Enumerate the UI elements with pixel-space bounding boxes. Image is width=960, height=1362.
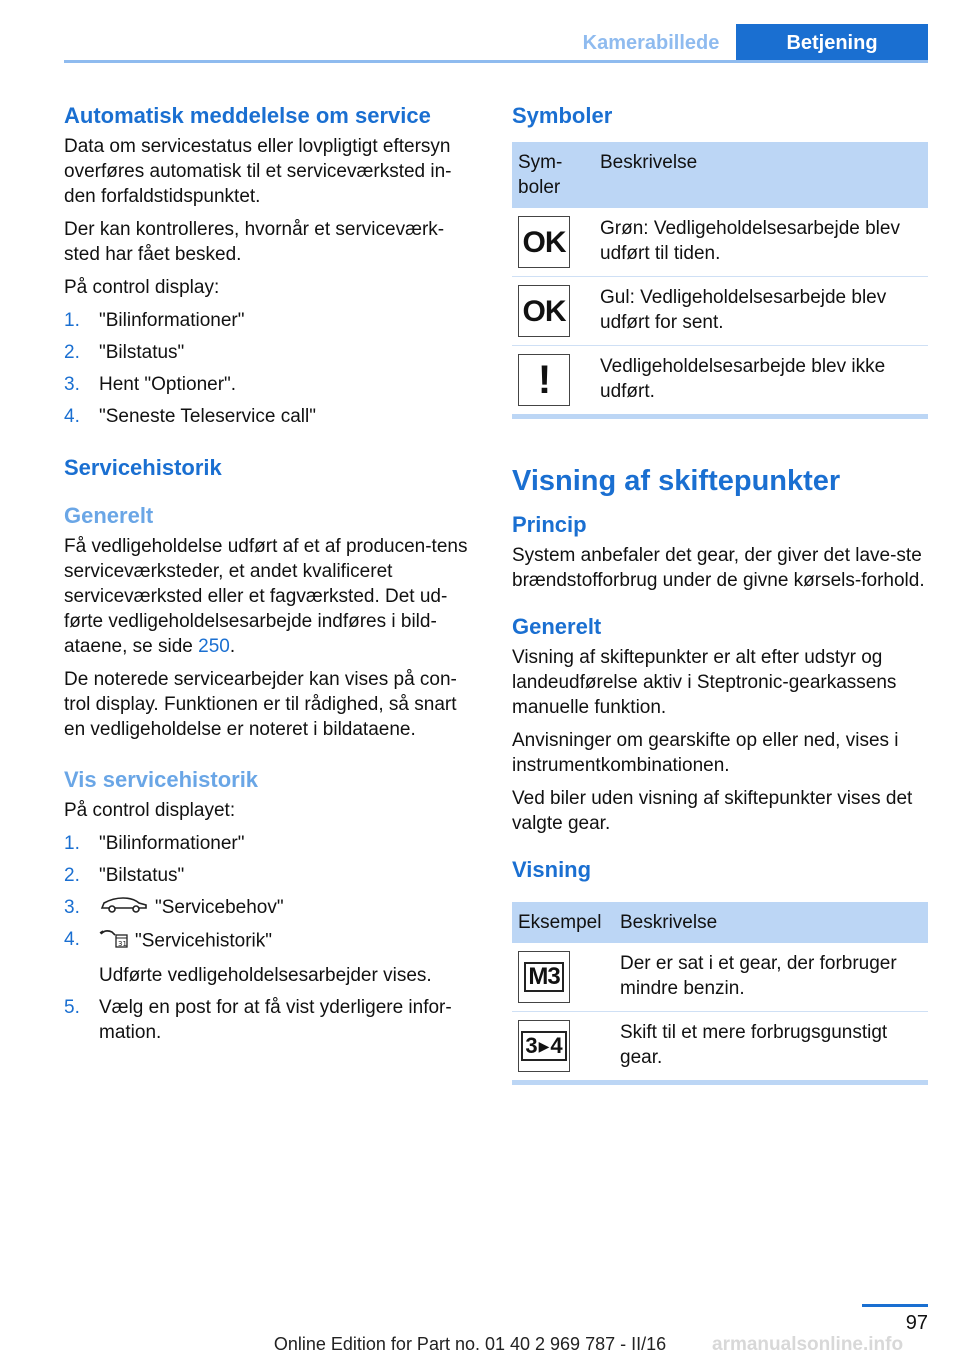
gear-m3-icon: M3	[518, 951, 570, 1003]
exclamation-icon: !	[518, 354, 570, 406]
general-text-2: Anvisninger om gearskifte op eller ned, vises i instrumentkombinationen.	[512, 730, 899, 776]
service-history-icon	[99, 927, 129, 956]
general-subheading: Generelt	[64, 503, 154, 528]
list-item: 1. "Bilinformationer"	[64, 310, 245, 331]
list-item: 1. "Bilinformationer"	[64, 833, 245, 854]
symbols-table	[512, 142, 928, 414]
table-header-cell: Eksempel	[512, 902, 614, 943]
general-text-2: De noterede servicearbejder kan vises på con-trol display. Funktionen er til rådighed, så snart en vedligeholdelse er noteret i bildataene.	[64, 669, 457, 740]
footer-rule	[862, 1304, 928, 1307]
principle-text: System anbefaler det gear, der giver det lave-ste brændstofforbrug under de givne kørsels-forhold.	[512, 545, 925, 591]
table-header-row	[512, 142, 928, 208]
list-item: 4. 31 "Servicehistorik" Udførte vedligeholdelsesarbejder vises.	[64, 927, 480, 988]
ok-green-icon: OK	[518, 216, 570, 268]
shift-up-icon: 3 ▶ 4	[518, 1020, 570, 1072]
general-text-1: Få vedligeholdelse udført af et af producen-tens serviceværksteder, et andet kvalificeret serviceværksted eller et fagværksted. Det ud-førte vedligeholdelsesarbejde indføres i bild-ataene, se side 250.	[64, 536, 468, 657]
edition-note: Online Edition for Part no. 01 40 2 969 787 - II/16	[273, 1334, 667, 1354]
table-cell: Gul: Vedligeholdelsesarbejde blev udført for sent.	[594, 277, 928, 346]
show-history-subheading: Vis servicehistorik	[64, 767, 259, 792]
header-chapter-tab: Betjening	[736, 24, 928, 63]
table-row	[512, 346, 928, 415]
list-item: 3. Hent "Optioner".	[64, 374, 237, 395]
right-column	[512, 98, 928, 1085]
principle-heading: Princip	[512, 512, 587, 537]
table-end-rule	[512, 1080, 928, 1085]
auto-service-text-1: Data om servicestatus eller lovpligtigt eftersyn overføres automatisk til et serviceværksted in-den forfaldstidspunktet.	[64, 136, 452, 207]
general-text-1: Visning af skiftepunkter er alt efter udstyr og landeudførelse aktiv i Steptronic-gearkassens manuelle funktion.	[512, 647, 897, 718]
page-link[interactable]: 250	[198, 636, 230, 657]
auto-service-text-3: På control display:	[64, 277, 220, 298]
table-row	[512, 943, 928, 1012]
watermark: armanualsonline.info	[712, 1334, 904, 1355]
symbols-heading: Symboler	[512, 103, 613, 128]
left-column	[64, 98, 480, 1052]
page-number: 97	[905, 1312, 928, 1334]
display-heading: Visning	[512, 857, 592, 882]
auto-service-text-2: Der kan kontrolleres, hvornår et serviceværk-sted har fået besked.	[64, 219, 445, 265]
table-header-cell: Beskrivelse	[614, 902, 928, 943]
auto-service-steps	[64, 308, 480, 429]
list-item: 5. Vælg en post for at få vist yderligere infor-mation.	[64, 997, 452, 1044]
shift-points-heading: Visning af skiftepunkter	[512, 465, 841, 497]
general-heading: Generelt	[512, 614, 602, 639]
table-header-cell: Sym-boler	[512, 142, 594, 208]
show-history-steps	[64, 831, 480, 1045]
table-cell: Der er sat i et gear, der forbruger mindre benzin.	[614, 943, 928, 1012]
list-item: 3. "Servicebehov"	[64, 895, 480, 920]
table-header-row	[512, 902, 928, 943]
list-item: 4. "Seneste Teleservice call"	[64, 406, 316, 427]
list-item: 2. "Bilstatus"	[64, 865, 185, 886]
table-header-cell: Beskrivelse	[594, 142, 928, 208]
list-item: 2. "Bilstatus"	[64, 342, 185, 363]
table-cell: Grøn: Vedligeholdelsesarbejde blev udført til tiden.	[594, 208, 928, 277]
table-row	[512, 1012, 928, 1081]
auto-service-heading: Automatisk meddelelse om service	[64, 103, 431, 128]
table-cell: Vedligeholdelsesarbejde blev ikke udført.	[600, 356, 886, 402]
table-row	[512, 208, 928, 277]
header-section-tab: Kamerabillede	[582, 32, 720, 54]
table-row	[512, 277, 928, 346]
svg-text:31: 31	[118, 940, 127, 949]
display-table	[512, 902, 928, 1080]
header-rule	[64, 60, 928, 63]
list-item-subtext: Udførte vedligeholdelsesarbejder vises.	[99, 965, 432, 987]
ok-yellow-icon: OK	[518, 285, 570, 337]
car-icon	[99, 895, 149, 920]
service-history-heading: Servicehistorik	[64, 455, 222, 480]
show-history-text: På control displayet:	[64, 800, 236, 821]
table-cell: Skift til et mere forbrugsgunstigt gear.	[620, 1022, 888, 1068]
general-text-3: Ved biler uden visning af skiftepunkter vises det valgte gear.	[512, 788, 913, 834]
